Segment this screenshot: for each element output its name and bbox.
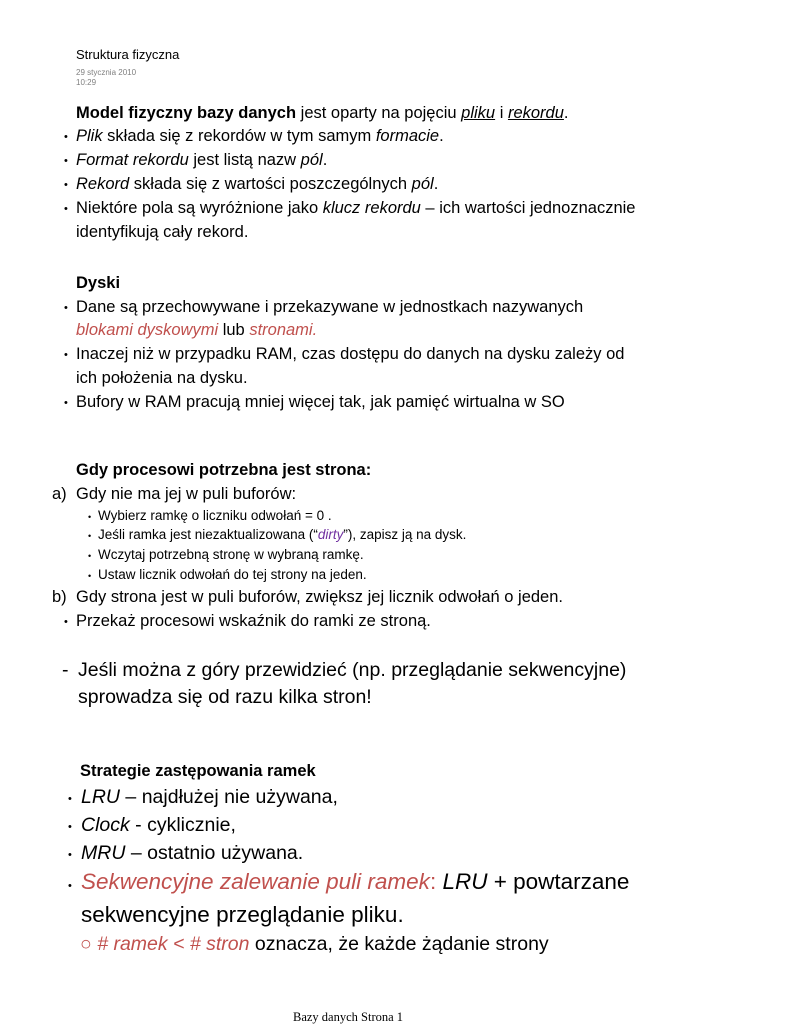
bullet-icon: • <box>64 131 68 143</box>
bullet-icon: • <box>68 880 72 892</box>
page-date: 29 stycznia 2010 <box>76 68 137 77</box>
bullet-icon: • <box>64 155 68 167</box>
strategy-lru <box>81 786 338 809</box>
strategy-clock <box>81 814 236 837</box>
list-item-a: Gdy nie ma jej w puli buforów: <box>76 485 297 503</box>
intro-conj: i <box>495 104 508 122</box>
bullet-icon: • <box>64 203 68 215</box>
term-pol: pól <box>300 151 323 169</box>
text: – najdłużej nie używana, <box>120 786 338 808</box>
text: + powtarzane <box>487 869 630 894</box>
page-title: Struktura fizyczna <box>76 47 180 62</box>
term-plik: Plik <box>76 127 103 145</box>
text: – ostatnio używana. <box>125 842 304 864</box>
bullet-icon: • <box>88 551 92 561</box>
intro-text: jest oparty na pojęciu <box>296 104 462 122</box>
bullet-icon: • <box>64 349 68 361</box>
sub-list-item: Wczytaj potrzebną stronę w wybraną ramkę. <box>98 547 364 562</box>
bullet-icon: • <box>88 531 92 541</box>
term-stronami: stronami. <box>249 321 318 339</box>
text: : <box>429 869 437 894</box>
list-item: Dane są przechowywane i przekazywane w jednostkach nazywanych <box>76 298 584 316</box>
dash-marker: - <box>62 659 69 681</box>
list-label-a: a) <box>52 485 67 503</box>
term-sekwencyjne-zalewanie: Sekwencyjne zalewanie puli ramek <box>81 869 430 894</box>
term-rekord: Rekord <box>76 175 130 193</box>
bullet-icon: • <box>88 512 92 522</box>
note-line: Jeśli można z góry przewidzieć (np. przeglądanie sekwencyjne) <box>78 659 627 681</box>
bullet-icon: • <box>64 302 68 314</box>
term-formacie: formacie <box>375 127 440 145</box>
list-item: Przekaż procesowi wskaźnik do ramki ze stroną. <box>76 612 431 630</box>
section-heading-dyski: Dyski <box>76 274 121 292</box>
term-pol: pól <box>411 175 434 193</box>
note-line: sprowadza się od razu kilka stron! <box>78 686 372 708</box>
list-item: Inaczej niż w przypadku RAM, czas dostępu do danych na dysku zależy od <box>76 345 625 363</box>
list-item: Bufory w RAM pracują mniej więcej tak, jak pamięć wirtualna w SO <box>76 393 565 411</box>
circle-bullet-icon: ○ <box>80 933 92 955</box>
bullet-icon: • <box>88 571 92 581</box>
term-ramek-stron: # ramek < # stron <box>97 933 250 955</box>
text: ”), zapisz ją na dysk. <box>343 527 467 542</box>
list-label-b: b) <box>52 588 67 606</box>
list-item <box>76 151 327 170</box>
list-item-b: Gdy strona jest w puli buforów, zwiększ jej licznik odwołań o jeden. <box>76 588 563 606</box>
list-item-continuation <box>76 321 317 340</box>
section-heading-strona: Gdy procesowi potrzebna jest strona: <box>76 461 372 479</box>
list-item <box>76 127 444 146</box>
bullet-icon: • <box>68 821 72 833</box>
text: jest listą nazw <box>188 151 301 169</box>
text: - cyklicznie, <box>129 814 236 836</box>
page-time: 10:29 <box>76 78 97 87</box>
list-item-continuation: ich położenia na dysku. <box>76 369 248 387</box>
term-blokami-dyskowymi: blokami dyskowymi <box>76 321 219 339</box>
sub-list-item: Wybierz ramkę o liczniku odwołań = 0 . <box>98 508 332 523</box>
text: składa się z rekordów w tym samym <box>102 127 376 145</box>
bullet-icon: • <box>68 849 72 861</box>
term-lru: LRU <box>81 786 121 808</box>
bullet-icon: • <box>68 793 72 805</box>
intro-end: . <box>563 104 569 122</box>
term-lru: LRU <box>436 869 488 894</box>
list-item <box>76 175 438 194</box>
text: . <box>433 175 439 193</box>
bullet-icon: • <box>64 179 68 191</box>
strategy-sequential <box>81 869 629 895</box>
bullet-icon: • <box>64 397 68 409</box>
text: Niektóre pola są wyróżnione jako <box>76 199 323 217</box>
sub-list-item <box>98 527 466 542</box>
sub-item <box>80 933 549 956</box>
intro-paragraph <box>76 104 569 123</box>
page-footer: Bazy danych Strona 1 <box>293 1010 404 1024</box>
term-klucz-rekordu: klucz rekordu <box>322 199 421 217</box>
bullet-icon: • <box>64 616 68 628</box>
text: lub <box>218 321 250 339</box>
term-clock: Clock <box>81 814 130 836</box>
text: . <box>439 127 444 145</box>
text: Jeśli ramka jest niezaktualizowana (“ <box>98 527 318 542</box>
intro-bold: Model fizyczny bazy danych <box>76 104 297 122</box>
section-heading-strategie: Strategie zastępowania ramek <box>80 762 316 780</box>
text: . <box>322 151 328 169</box>
strategy-mru <box>81 842 303 865</box>
term-pliku: pliku <box>461 104 496 122</box>
list-item-continuation: identyfikują cały rekord. <box>76 223 249 241</box>
text: – ich wartości jednoznacznie <box>420 199 636 217</box>
term-mru: MRU <box>81 842 126 864</box>
term-dirty: dirty <box>317 527 344 542</box>
sub-list-item: Ustaw licznik odwołań do tej strony na jeden. <box>98 567 367 582</box>
term-rekordu: rekordu <box>507 104 564 122</box>
strategy-sequential-continuation: sekwencyjne przeglądanie pliku. <box>81 902 404 927</box>
list-item <box>76 199 635 218</box>
text: składa się z wartości poszczególnych <box>129 175 412 193</box>
term-format-rekordu: Format rekordu <box>76 151 189 169</box>
text: oznacza, że każde żądanie strony <box>249 933 549 955</box>
